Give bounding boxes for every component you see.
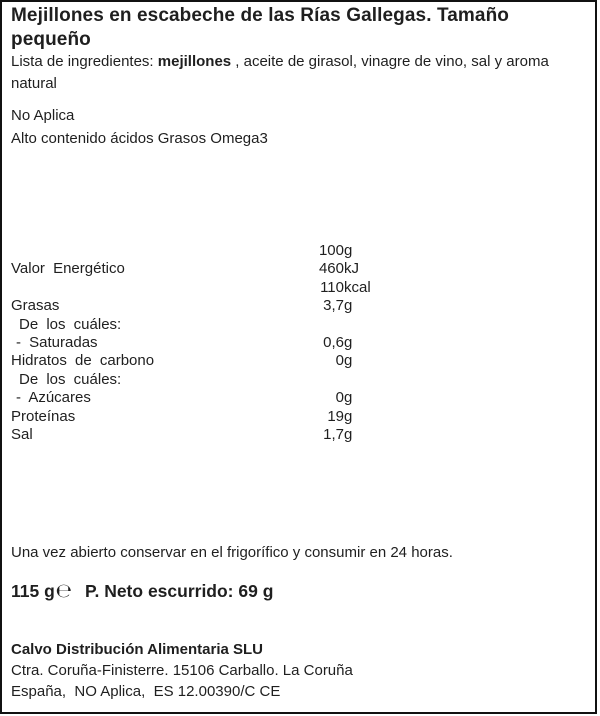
nutrient-unit: g [344,407,353,425]
net-weight-line [11,579,589,603]
nutrient-unit: kJ [344,260,359,278]
nutrition-row [11,371,431,389]
nutrition-row [11,408,431,426]
nutrient-unit: g [344,334,353,352]
drained-weight: P. Neto escurrido: 69 g [85,581,274,601]
ingredients-main-ingredient: mejillones [157,53,232,70]
nutrient-label: De los cuáles: [19,370,122,388]
nutrient-label: Grasas [11,297,60,315]
nutrition-column-header [11,242,431,260]
nutrient-label: Sal [11,426,33,444]
nutrition-table [11,242,431,444]
ingredients-rest: , aceite de girasol, vinagre de vino, sal y aroma natural [11,53,549,92]
estimated-sign-icon: ℮ [55,580,73,602]
nutrition-row [11,316,431,334]
nutrient-label [11,242,284,260]
nutrient-value: 460 [318,260,344,278]
nutrient-unit: g [344,389,353,407]
nutrient-unit: g [344,242,353,259]
manufacturer-address: Ctra. Coruña-Finisterre. 15106 Carballo. La Coruña [11,662,353,679]
nutrient-unit: g [344,352,353,370]
nutrient-value: 0,6 [323,334,344,352]
nutrient-value: 3,7 [323,297,344,315]
nutrition-row [11,426,431,444]
nutrition-row [11,260,431,278]
nutrition-row [11,389,431,407]
nutrition-row [11,279,431,297]
ingredients-line [11,51,589,95]
claims-block [11,105,589,150]
nutrient-value: 0 [335,352,344,370]
nutrient-label [11,279,284,297]
nutrient-value: 1,7 [323,426,344,444]
product-title: Mejillones en escabeche de las Rías Gallegas. Tamaño pequeño [11,5,510,50]
nutrition-row [11,352,431,370]
ingredients-prefix: Lista de ingredientes: [11,53,158,70]
claim-allergen: No Aplica [11,107,75,124]
nutrient-label: Hidratos de carbono [11,352,155,370]
nutrient-unit: g [344,297,353,315]
nutrient-value: 19 [327,407,344,425]
manufacturer-block [11,639,589,702]
nutrition-row [11,334,431,352]
nutrient-label: Valor Energético [11,260,125,278]
nutrient-unit: kcal [344,278,371,296]
nutrient-label: De los cuáles: [19,315,122,333]
nutrition-row [11,297,431,315]
manufacturer-name: Calvo Distribución Alimentaria SLU [11,641,263,658]
nutrient-value [284,371,344,389]
nutrient-value: 0 [335,389,344,407]
nutrient-label: - Azúcares [16,389,91,407]
nutrient-label: Proteínas [11,407,76,425]
nutrient-value: 110 [320,278,344,296]
nutrient-value: 100 [318,242,344,259]
nutrient-unit: g [344,426,353,444]
claim-omega3: Alto contenido ácidos Grasos Omega3 [11,129,268,147]
nutrient-value [284,316,344,334]
net-weight: 115 g [11,581,55,601]
storage-note: Una vez abierto conservar en el frigorífico y consumir en 24 horas. [11,544,453,561]
nutrient-label: - Saturadas [16,334,98,352]
manufacturer-registration: España, NO Aplica, ES 12.00390/C CE [11,683,281,700]
